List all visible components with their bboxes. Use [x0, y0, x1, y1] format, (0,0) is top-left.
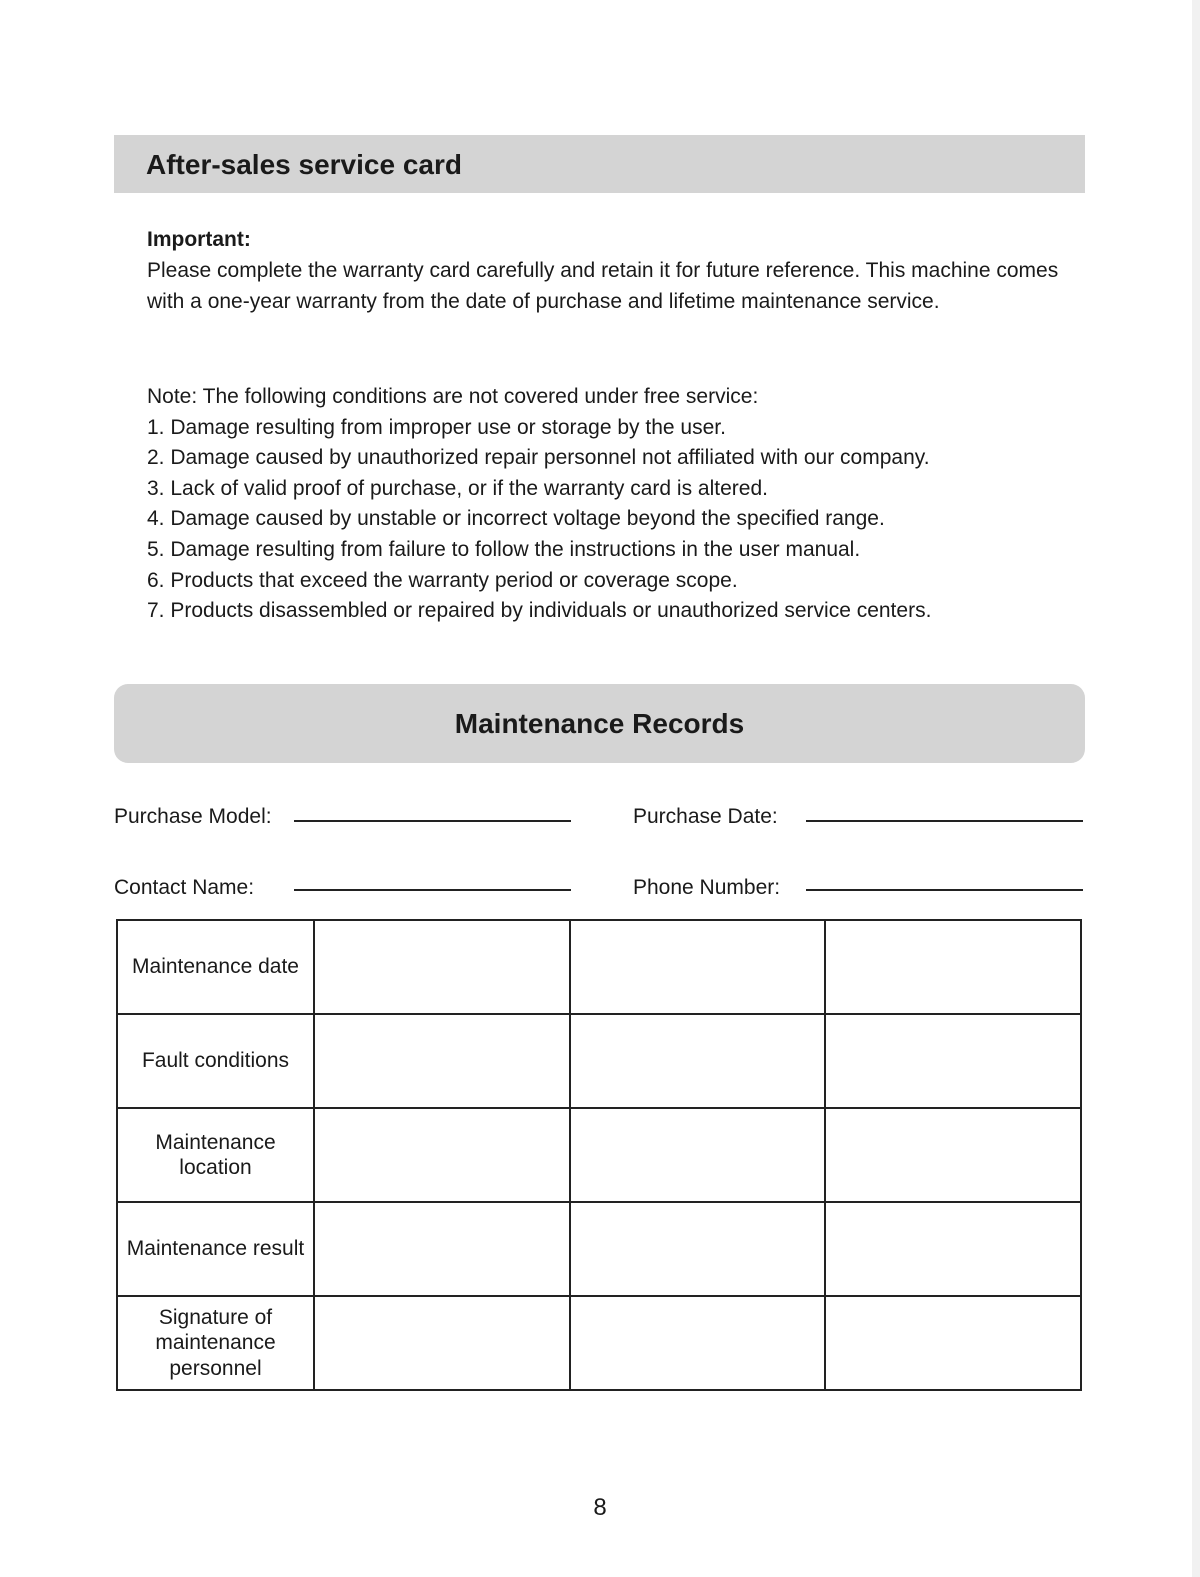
table-cell[interactable] [570, 1108, 826, 1202]
row-label-maintenance-result: Maintenance result [117, 1202, 314, 1296]
list-item: 7. Products disassembled or repaired by individuals or unauthorized service centers. [147, 599, 932, 623]
table-row [117, 920, 1081, 1014]
page-edge-shade [1192, 0, 1200, 1577]
maintenance-records-title: Maintenance Records [454, 708, 745, 739]
table-cell[interactable] [570, 1014, 826, 1108]
table-cell[interactable] [825, 1202, 1081, 1296]
table-cell[interactable] [314, 1014, 570, 1108]
exclusions-list [147, 413, 1092, 627]
table-cell[interactable] [314, 920, 570, 1014]
table-cell[interactable] [825, 1014, 1081, 1108]
table-cell[interactable] [825, 920, 1081, 1014]
row-label-maintenance-location: Maintenance location [117, 1108, 314, 1202]
contact-name-label: Contact Name: [114, 876, 255, 899]
table-cell[interactable] [825, 1296, 1081, 1390]
purchase-date-label: Purchase Date: [633, 805, 778, 828]
table-row [117, 1202, 1081, 1296]
list-item: 6. Products that exceed the warranty period or coverage scope. [147, 568, 738, 592]
after-sales-header [114, 135, 1085, 193]
page-number: 8 [593, 1494, 607, 1521]
purchase-model-label: Purchase Model: [114, 805, 272, 828]
table-cell[interactable] [825, 1108, 1081, 1202]
row-label-fault-conditions: Fault conditions [117, 1014, 314, 1108]
contact-name-field[interactable] [294, 889, 571, 891]
phone-number-label: Phone Number: [633, 876, 781, 899]
table-cell[interactable] [570, 1296, 826, 1390]
exclusions-note [147, 382, 1092, 627]
purchase-model-field[interactable] [294, 820, 571, 822]
table-cell[interactable] [570, 920, 826, 1014]
table-row [117, 1296, 1081, 1390]
row-label-maintenance-date: Maintenance date [117, 920, 314, 1014]
table-cell[interactable] [314, 1202, 570, 1296]
row-label-signature: Signature of maintenance personnel [117, 1296, 314, 1390]
table-row [117, 1108, 1081, 1202]
list-item: 3. Lack of valid proof of purchase, or if the warranty card is altered. [147, 476, 768, 500]
purchase-date-field[interactable] [806, 820, 1083, 822]
phone-number-field[interactable] [806, 889, 1083, 891]
important-notice [147, 224, 1092, 317]
maintenance-records-table [116, 919, 1082, 1391]
list-item: 4. Damage caused by unstable or incorrect voltage beyond the specified range. [147, 507, 885, 531]
after-sales-title: After-sales service card [146, 149, 462, 180]
table-cell[interactable] [314, 1296, 570, 1390]
note-heading: Note: The following conditions are not covered under free service: [147, 385, 759, 408]
table-cell[interactable] [314, 1108, 570, 1202]
important-label: Important: [147, 228, 251, 251]
important-text: Please complete the warranty card carefully and retain it for future reference. This machine comes with a one-year warranty from the date of purchase and lifetime maintenance service. [147, 259, 1059, 313]
maintenance-records-header [114, 684, 1085, 763]
table-row [117, 1014, 1081, 1108]
list-item: 1. Damage resulting from improper use or storage by the user. [147, 415, 726, 439]
list-item: 2. Damage caused by unauthorized repair personnel not affiliated with our company. [147, 446, 930, 470]
list-item: 5. Damage resulting from failure to follow the instructions in the user manual. [147, 537, 861, 561]
table-cell[interactable] [570, 1202, 826, 1296]
